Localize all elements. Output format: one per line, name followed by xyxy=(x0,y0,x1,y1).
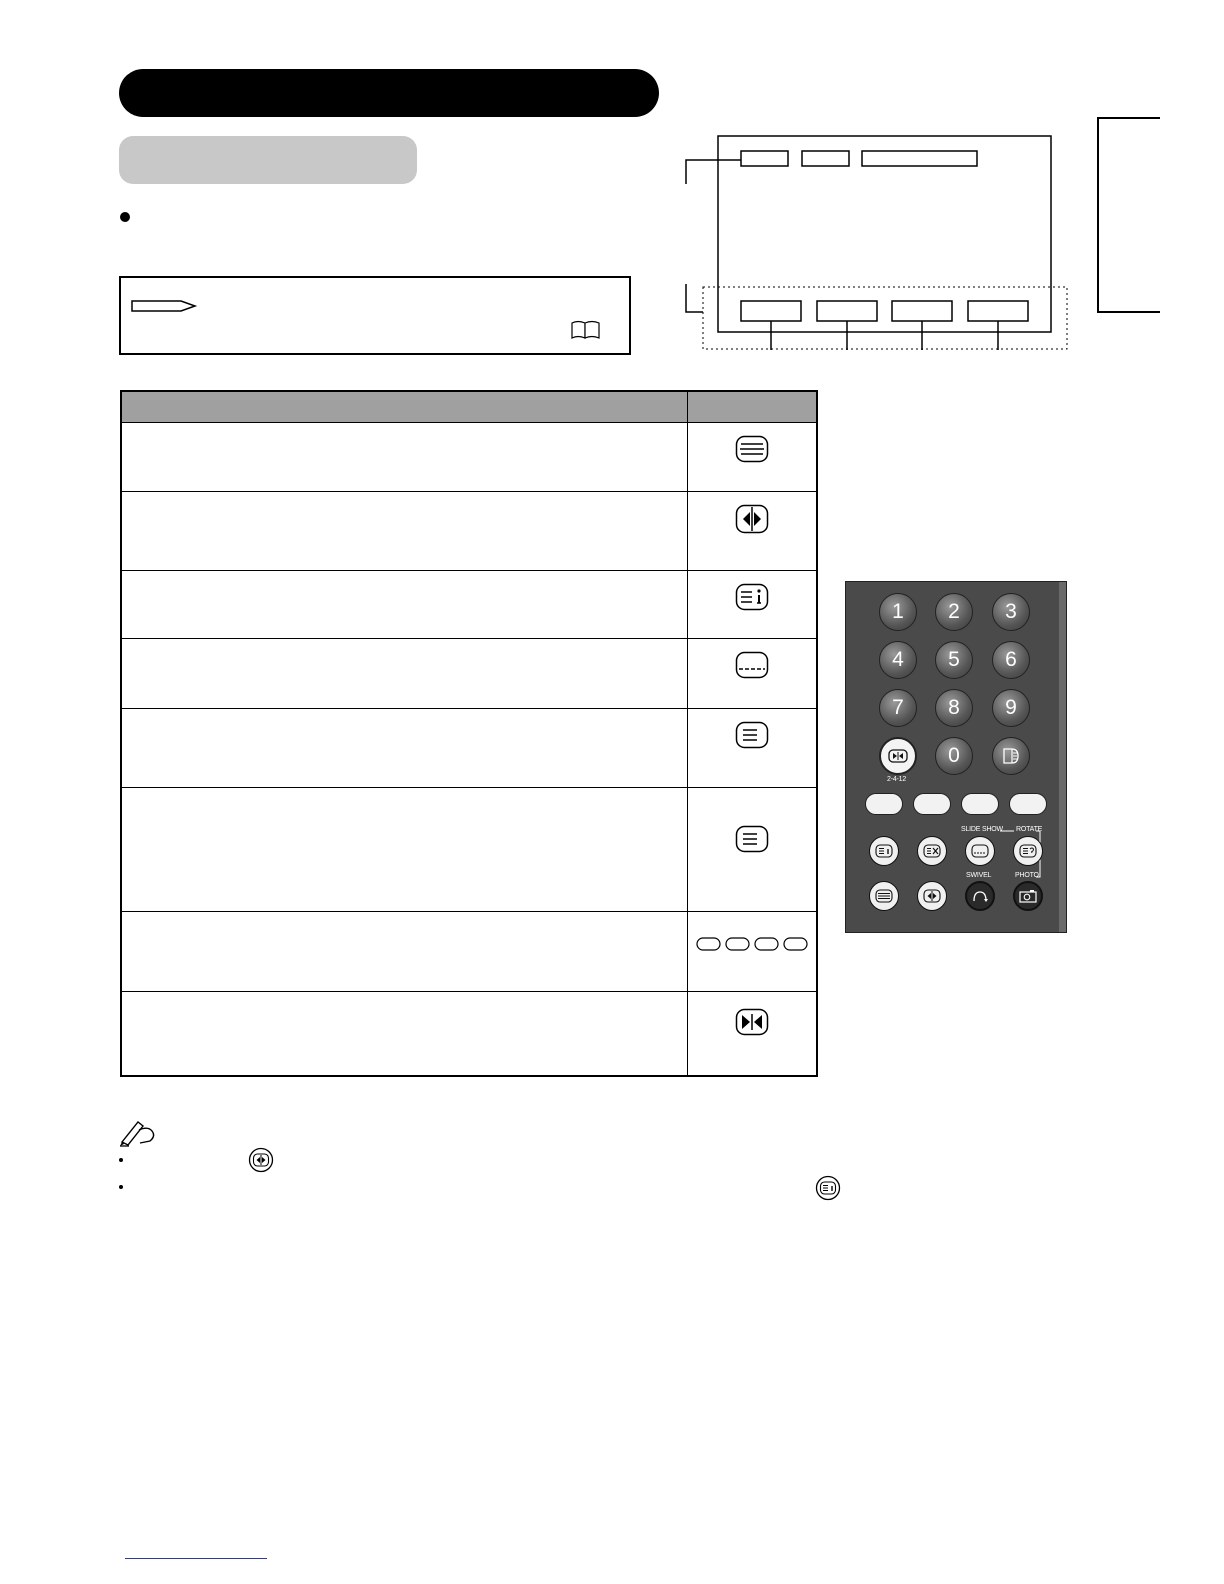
table-cell-description xyxy=(121,788,688,912)
table-cell-description xyxy=(121,639,688,709)
index-icon xyxy=(875,889,893,903)
table-cell-description xyxy=(121,912,688,992)
table-row xyxy=(121,992,817,1076)
pencil-arrow-icon xyxy=(131,298,199,314)
table-row xyxy=(121,709,817,788)
table-cell-description xyxy=(121,709,688,788)
swivel-button[interactable] xyxy=(965,881,995,911)
teletext-screen-diagram xyxy=(680,116,1170,356)
index-button[interactable] xyxy=(869,881,899,911)
note-bullet xyxy=(119,1158,123,1162)
page-mode-button[interactable] xyxy=(992,737,1030,775)
photo-label: PHOTO xyxy=(1015,872,1039,879)
text-question-icon xyxy=(1019,844,1037,858)
skip-icon xyxy=(888,749,908,763)
number-3-button[interactable]: 3 xyxy=(992,593,1030,631)
reveal-button[interactable] xyxy=(869,836,899,866)
yellow-button[interactable] xyxy=(961,793,999,815)
skip-label: 2-4-12 xyxy=(887,776,907,783)
book-icon xyxy=(570,319,602,341)
table-cell-icon xyxy=(688,912,817,992)
swivel-arrow-icon xyxy=(971,889,989,903)
photo-button[interactable] xyxy=(1013,881,1043,911)
reveal-icon xyxy=(735,583,769,611)
table-row xyxy=(121,788,817,912)
table-row xyxy=(121,639,817,709)
number-0-button[interactable]: 0 xyxy=(935,737,973,775)
subtitle-slide-show-button[interactable] xyxy=(965,836,995,866)
table-cell-description xyxy=(121,571,688,639)
number-7-button[interactable]: 7 xyxy=(879,689,917,727)
table-cell-description xyxy=(121,992,688,1076)
red-button[interactable] xyxy=(865,793,903,815)
skip-button[interactable] xyxy=(879,737,917,775)
remote-edge xyxy=(1059,582,1066,932)
table-row xyxy=(121,571,817,639)
table-row xyxy=(121,423,817,492)
table-cell-icon xyxy=(688,992,817,1076)
table-cell-icon xyxy=(688,709,817,788)
hold-icon xyxy=(923,889,941,903)
blue-button[interactable] xyxy=(1009,793,1047,815)
number-4-button[interactable]: 4 xyxy=(879,641,917,679)
table-header-row xyxy=(121,391,817,423)
reference-box xyxy=(119,276,631,355)
reveal-button-icon xyxy=(815,1175,841,1201)
table-cell-icon xyxy=(688,423,817,492)
table-cell-icon xyxy=(688,492,817,571)
camera-icon xyxy=(1019,889,1037,903)
number-9-button[interactable]: 9 xyxy=(992,689,1030,727)
slide-show-label: SLIDE SHOW xyxy=(961,826,1003,833)
text-rotate-button[interactable] xyxy=(1013,836,1043,866)
section-title-bar xyxy=(119,69,659,117)
table-header-button xyxy=(688,391,817,423)
table-cell-icon xyxy=(688,571,817,639)
page-mode-icon xyxy=(1001,747,1021,765)
reveal-icon xyxy=(875,844,893,858)
green-button[interactable] xyxy=(913,793,951,815)
text-exit-button[interactable] xyxy=(917,836,947,866)
table-cell-icon xyxy=(688,788,817,912)
size-icon xyxy=(735,1008,769,1036)
teletext-function-table xyxy=(120,390,818,1077)
table-cell-icon xyxy=(688,639,817,709)
subtitle-icon xyxy=(971,844,989,858)
note-bullet xyxy=(119,1185,123,1189)
subsection-title-bar xyxy=(119,136,417,184)
table-cell-description xyxy=(121,492,688,571)
table-row xyxy=(121,912,817,992)
number-2-button[interactable]: 2 xyxy=(935,593,973,631)
text-mix-icon xyxy=(735,825,769,853)
remote-control xyxy=(845,581,1067,933)
text-icon xyxy=(735,721,769,749)
number-8-button[interactable]: 8 xyxy=(935,689,973,727)
fastext-color-buttons xyxy=(696,936,808,952)
table-header-function xyxy=(121,391,688,423)
number-5-button[interactable]: 5 xyxy=(935,641,973,679)
text-exit-icon xyxy=(923,844,941,858)
table-row xyxy=(121,492,817,571)
subtitle-icon xyxy=(735,651,769,679)
number-6-button[interactable]: 6 xyxy=(992,641,1030,679)
rotate-label: ROTATE xyxy=(1016,826,1043,833)
hold-button[interactable] xyxy=(917,881,947,911)
index-icon xyxy=(735,435,769,463)
table-cell-description xyxy=(121,423,688,492)
hold-button-icon xyxy=(248,1147,274,1173)
note-pencil-icon xyxy=(118,1116,160,1148)
bullet-point xyxy=(120,212,130,222)
hold-icon xyxy=(735,504,769,534)
footer-line xyxy=(125,1558,267,1559)
swivel-label: SWIVEL xyxy=(966,872,992,879)
number-1-button[interactable]: 1 xyxy=(879,593,917,631)
